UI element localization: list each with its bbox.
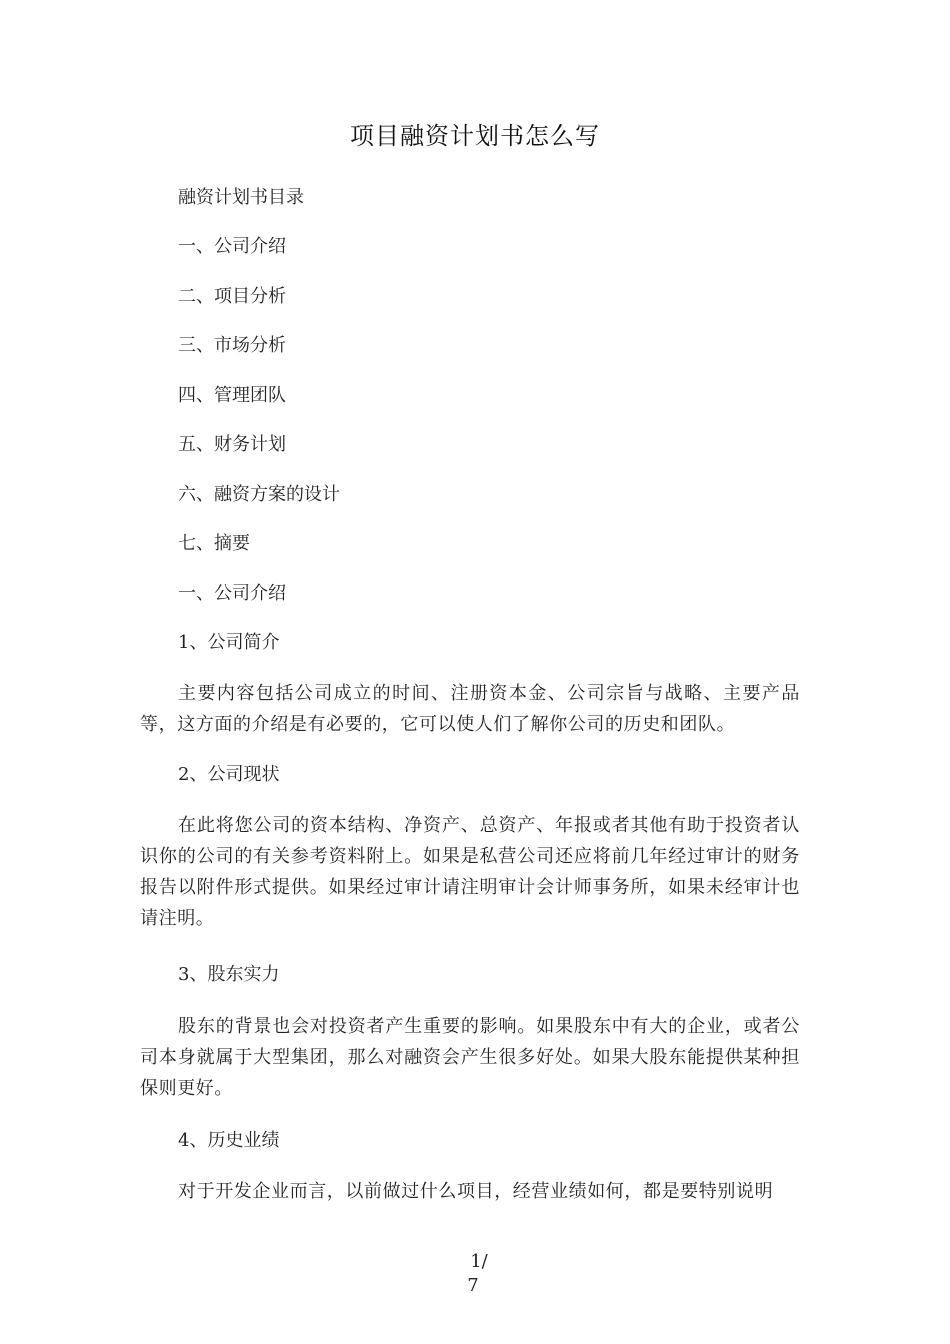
paragraph: 对于开发企业而言，以前做过什么项目，经营业绩如何，都是要特别说明 <box>178 1181 774 1202</box>
toc-item: 七、摘要 <box>178 533 250 554</box>
subsection-heading: 4、历史业绩 <box>178 1130 280 1151</box>
paragraph: 股东的背景也会对投资者产生重要的影响。如果股东中有大的企业，或者公司本身就属于大型集团，那么对融资会产生很多好处。如果大股东能提供某种担保则更好。 <box>140 1016 800 1099</box>
toc-item: 四、管理团队 <box>178 385 286 406</box>
page-number-current: 1/ <box>470 1251 488 1272</box>
paragraph: 主要内容包括公司成立的时间、注册资本金、公司宗旨与战略、主要产品等，这方面的介绍是有必要的，它可以使人们了解你公司的历史和团队。 <box>140 683 800 735</box>
toc-item: 一、公司介绍 <box>178 236 286 257</box>
subsection-heading: 2、公司现状 <box>178 764 280 785</box>
paragraph: 在此将您公司的资本结构、净资产、总资产、年报或者其他有助于投资者认识你的公司的有关参考资料附上。如果是私营公司还应将前几年经过审计的财务报告以附件形式提供。如果经过审计请注明审计会计师事务所，如果未经审计也请注明。 <box>140 815 800 929</box>
subsection-heading: 3、股东实力 <box>178 964 280 985</box>
page-number-total: 7 <box>467 1275 479 1296</box>
toc-heading: 融资计划书目录 <box>178 187 304 208</box>
toc-item: 六、融资方案的设计 <box>178 484 340 505</box>
toc-item: 五、财务计划 <box>178 434 286 455</box>
document-title: 项目融资计划书怎么写 <box>350 122 600 150</box>
toc-item: 二、项目分析 <box>178 286 286 307</box>
page-number <box>0 1250 950 1298</box>
subsection-heading: 1、公司简介 <box>178 632 280 653</box>
section-heading: 一、公司介绍 <box>178 583 286 604</box>
toc-item: 三、市场分析 <box>178 335 286 356</box>
